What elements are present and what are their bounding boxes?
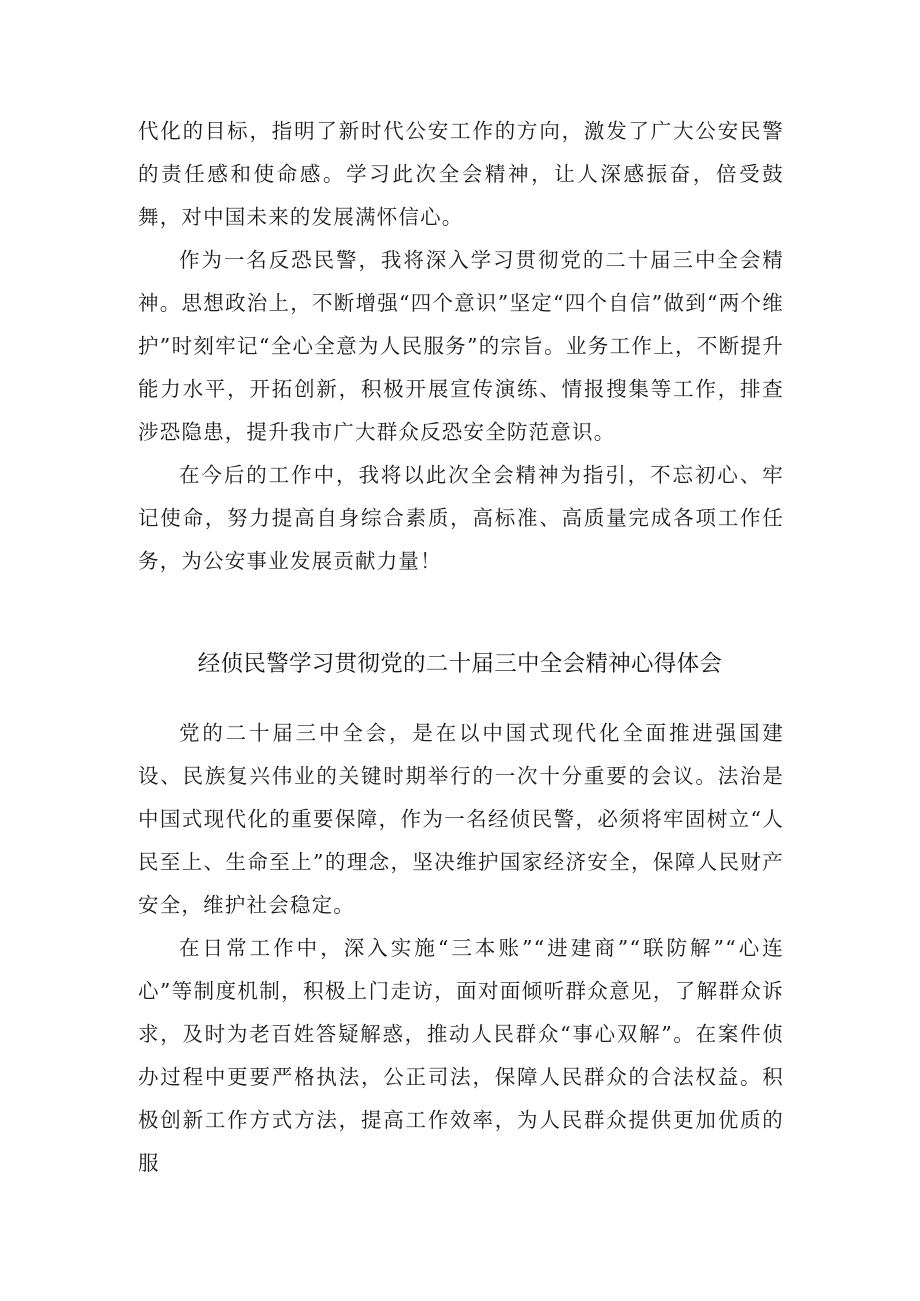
section-one-body: [138, 110, 784, 583]
section-two-title: 经侦民警学习贯彻党的二十届三中全会精神心得体会: [197, 651, 723, 677]
section-two-body: [138, 712, 784, 1185]
paragraph-counter-terrorism-commitment: 作为一名反恐民警，我将深入学习贯彻党的二十届三中全会精神。思想政治上，不断增强“四个意识”坚定“四个自信”做到“两个维护”时刻牢记“全心全意为人民服务”的宗旨。业务工作上，不断提升能力水平，开拓创新，积极开展宣传演练、情报搜集等工作，排查涉恐隐患，提升我市广大群众反恐安全防范意识。: [138, 248, 784, 444]
paragraph-daily-work: 在日常工作中，深入实施“三本账”“进建商”“联防解”“心连心”等制度机制，积极上门走访，面对面倾听群众意见，了解群众诉求，及时为老百姓答疑解惑，推动人民群众“事心双解”。在案件侦办过程中更要严格执法，公正司法，保障人民群众的合法权益。积极创新工作方式方法，提高工作效率，为人民群众提供更加优质的服: [138, 936, 784, 1175]
paragraph-plenary-significance: 党的二十届三中全会，是在以中国式现代化全面推进强国建设、民族复兴伟业的关键时期举行的一次十分重要的会议。法治是中国式现代化的重要保障，作为一名经侦民警，必须将牢固树立“人民至上、生命至上”的理念，坚决维护国家经济安全，保障人民财产安全，维护社会稳定。: [138, 721, 784, 917]
paragraph-continuation: 代化的目标，指明了新时代公安工作的方向，激发了广大公安民警的责任感和使命感。学习此次全会精神，让人深感振奋，倍受鼓舞，对中国未来的发展满怀信心。: [138, 119, 784, 229]
paragraph-future-work: 在今后的工作中，我将以此次全会精神为指引，不忘初心、牢记使命，努力提高自身综合素质，高标准、高质量完成各项工作任务，为公安事业发展贡献力量！: [138, 463, 784, 573]
